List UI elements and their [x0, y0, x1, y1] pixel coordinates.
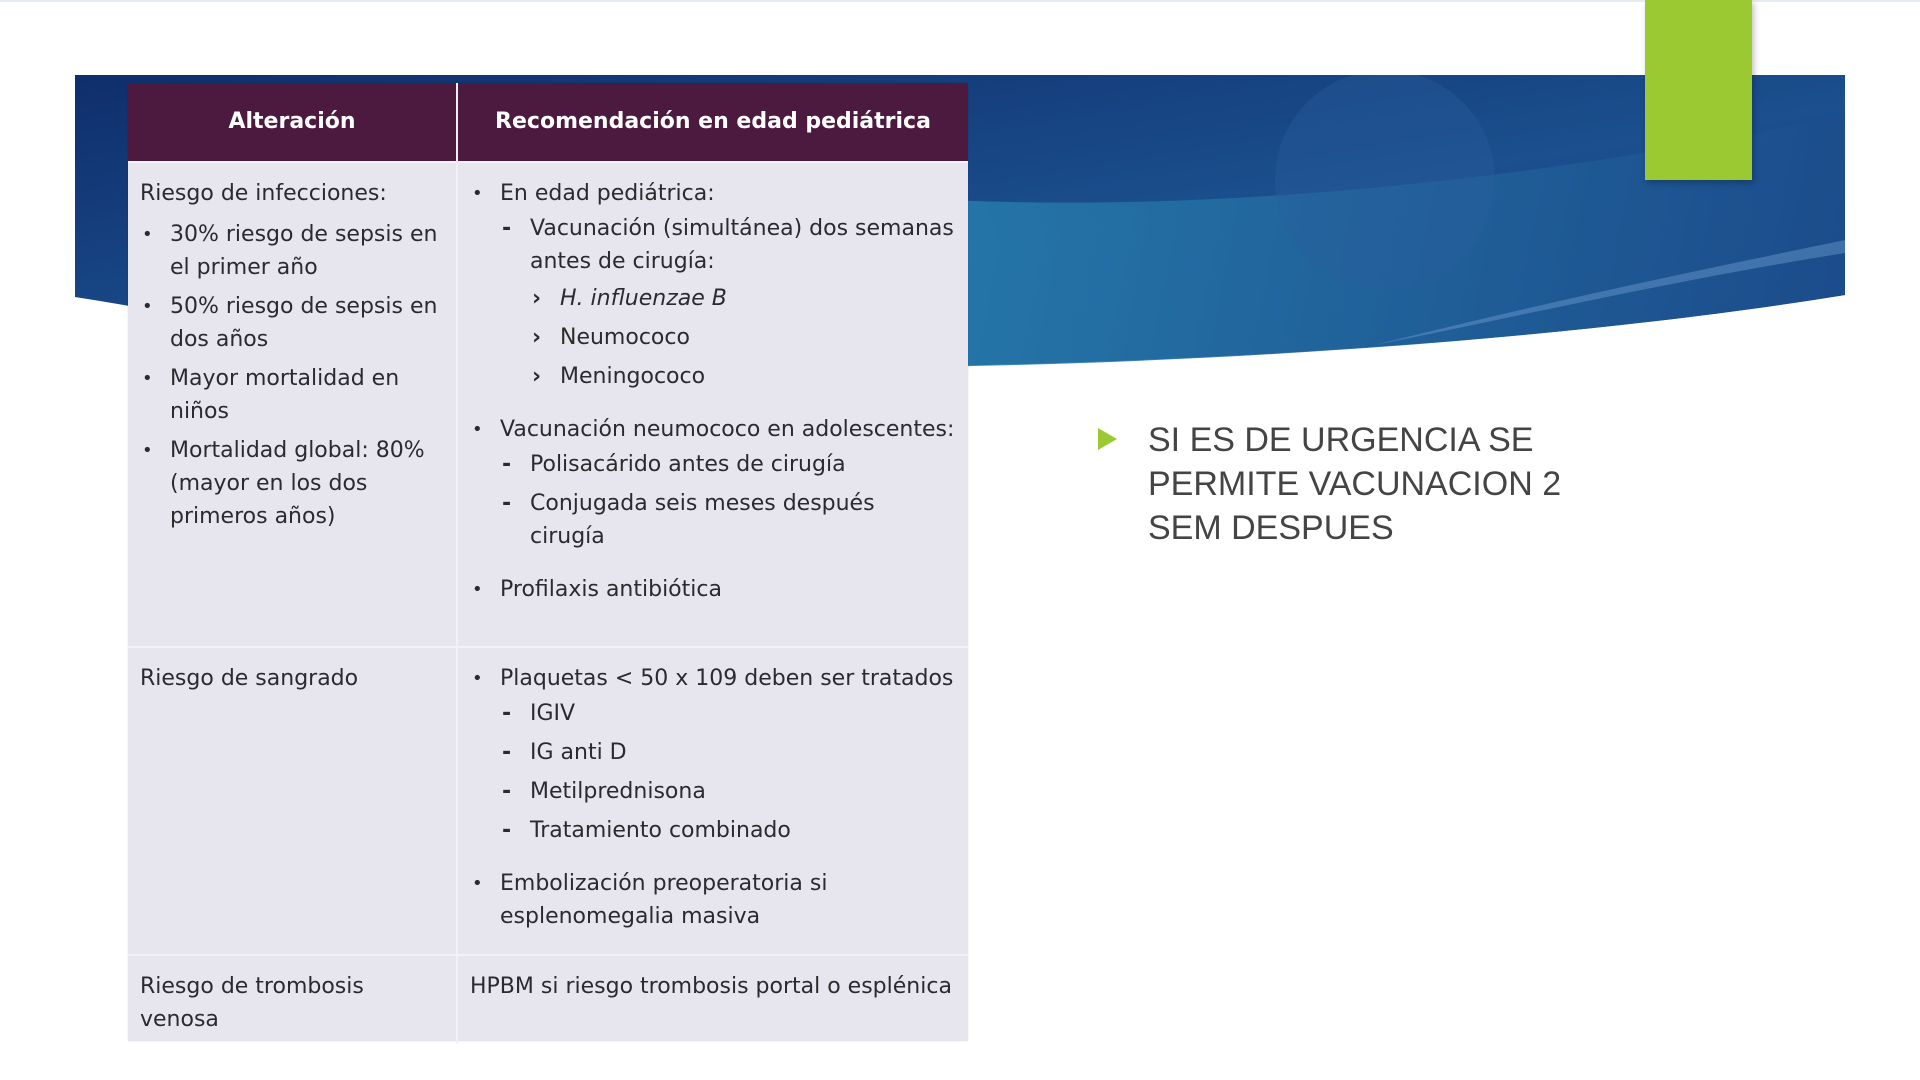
list-item: • Mayor mortalidad en niños	[142, 366, 400, 424]
thrombosis-risk-cell	[128, 955, 457, 1044]
top-divider	[0, 0, 1920, 2]
thrombosis-recommendation-cell	[457, 955, 968, 1044]
list-item: - Polisacárido antes de cirugía	[502, 452, 846, 477]
header-recommendation: Recomendación en edad pediátrica	[457, 83, 968, 162]
accent-tab	[1645, 0, 1752, 180]
bleeding-risk-title: Riesgo de sangrado	[140, 666, 359, 691]
list-item: › Meningococo	[532, 364, 706, 389]
bleeding-risk-cell	[128, 647, 457, 955]
list-item: • 30% riesgo de sepsis en el primer año	[142, 222, 438, 280]
thrombosis-risk-title: Riesgo de trombosis venosa	[140, 974, 364, 1032]
header-alteration: Alteración	[128, 83, 457, 162]
thrombosis-recommendation-text: HPBM si riesgo trombosis portal o esplénica	[470, 974, 952, 999]
infection-risk-cell	[128, 162, 457, 647]
list-item: • 50% riesgo de sepsis en dos años	[142, 294, 438, 352]
triangle-bullet-icon	[1098, 428, 1117, 450]
list-item: - Vacunación (simultánea) dos semanas antes de cirugía: › H. influenzae B › Neumococo › Meningococo	[500, 212, 956, 393]
infection-risk-title: Riesgo de infecciones:	[140, 181, 387, 206]
list-item: - IG anti D	[502, 740, 627, 765]
list-item: › Neumococo	[532, 325, 690, 350]
list-item: - Conjugada seis meses después cirugía	[502, 491, 875, 549]
urgency-note: SI ES DE URGENCIA SE PERMITE VACUNACION 2 SEM DESPUES	[1148, 421, 1562, 547]
list-item: • Embolización preoperatoria si esplenomegalia masiva	[472, 871, 828, 929]
list-item: • Profilaxis antibiótica	[472, 577, 722, 602]
bleeding-recommendation-cell	[457, 647, 968, 955]
list-item: • En edad pediátrica: - Vacunación (simultánea) dos semanas antes de cirugía: › H. influenzae B › Neumococo › Meningococo	[470, 177, 956, 393]
list-item: - IGIV	[502, 701, 576, 726]
list-item: - Metilprednisona	[502, 779, 706, 804]
list-item: • Plaquetas < 50 x 109 deben ser tratados - IGIV - IG anti D - Metilprednisona - Tratamiento combinado	[470, 662, 956, 847]
list-item: • Vacunación neumococo en adolescentes: - Polisacárido antes de cirugía - Conjugada seis meses después cirugía	[470, 413, 956, 553]
list-item: › H. influenzae B	[532, 286, 727, 311]
list-item: - Tratamiento combinado	[502, 818, 791, 843]
list-item: • Mortalidad global: 80% (mayor en los dos primeros años)	[142, 438, 425, 529]
infection-recommendation-cell	[457, 162, 968, 647]
recommendation-table	[128, 83, 968, 1041]
